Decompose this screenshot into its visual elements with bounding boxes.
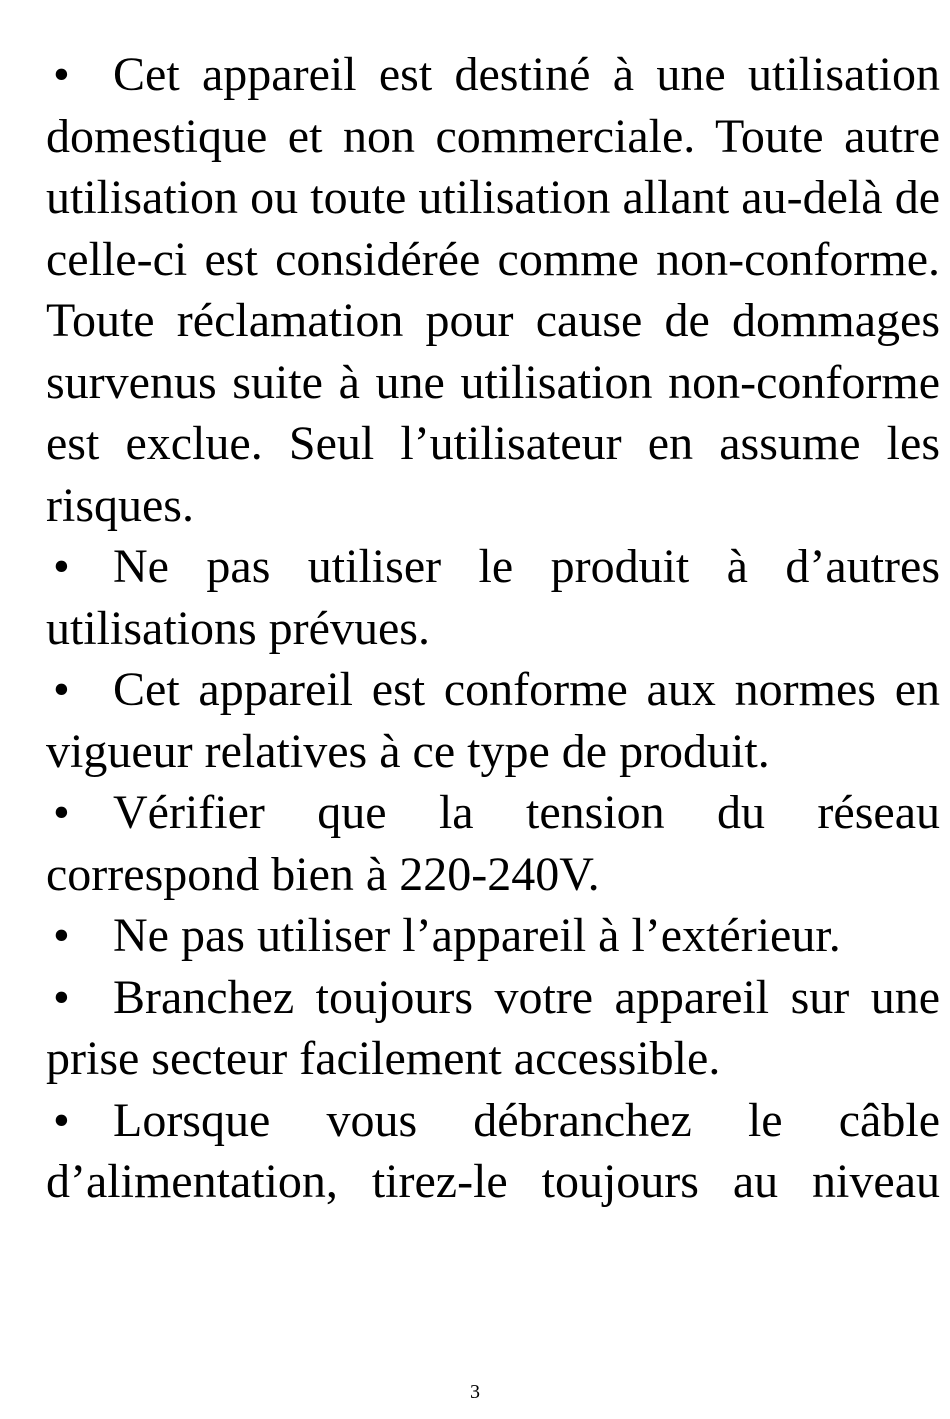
bullet-icon: • (53, 970, 70, 1024)
safety-instruction-2 (46, 536, 940, 659)
safety-instruction-4 (46, 782, 940, 905)
bullet-icon: • (53, 48, 70, 101)
bullet-icon: • (53, 663, 70, 716)
instruction-text: Branchez toujours votre appareil sur une prise secteur facilement accessible. (46, 970, 940, 1085)
safety-instruction-6 (46, 967, 940, 1090)
bullet-icon: • (53, 1093, 70, 1147)
bullet-icon: • (53, 786, 70, 839)
instruction-text: Cet appareil est conforme aux normes en vigueur relatives à ce type de produit. (46, 663, 940, 778)
instruction-text: Vérifier que la tension du réseau correspond bien à 220-240V. (46, 786, 940, 901)
instruction-text: Cet appareil est destiné à une utilisation domestique et non commerciale. Toute autre utilisation ou toute utilisation allant au-delà de celle-ci est considérée comme non-conforme. Toute réclamation pour cause de dommages survenus suite à une utilisation non-conforme est exclue. Seul l’utilisateur en assume les risques. (46, 48, 940, 532)
instruction-text: Ne pas utiliser l’appareil à l’extérieur. (113, 909, 841, 962)
document-page (46, 44, 940, 1213)
safety-instruction-7 (46, 1090, 940, 1213)
safety-instruction-1 (46, 44, 940, 536)
bullet-icon: • (53, 540, 70, 593)
instruction-text: Lorsque vous débranchez le câble d’alimentation, tirez-le toujours au niveau (46, 1093, 940, 1208)
safety-instruction-3 (46, 659, 940, 782)
bullet-icon: • (53, 909, 70, 962)
instruction-text: Ne pas utiliser le produit à d’autres utilisations prévues. (46, 540, 940, 655)
safety-instruction-5 (46, 905, 940, 967)
page-number: 3 (470, 1381, 480, 1403)
